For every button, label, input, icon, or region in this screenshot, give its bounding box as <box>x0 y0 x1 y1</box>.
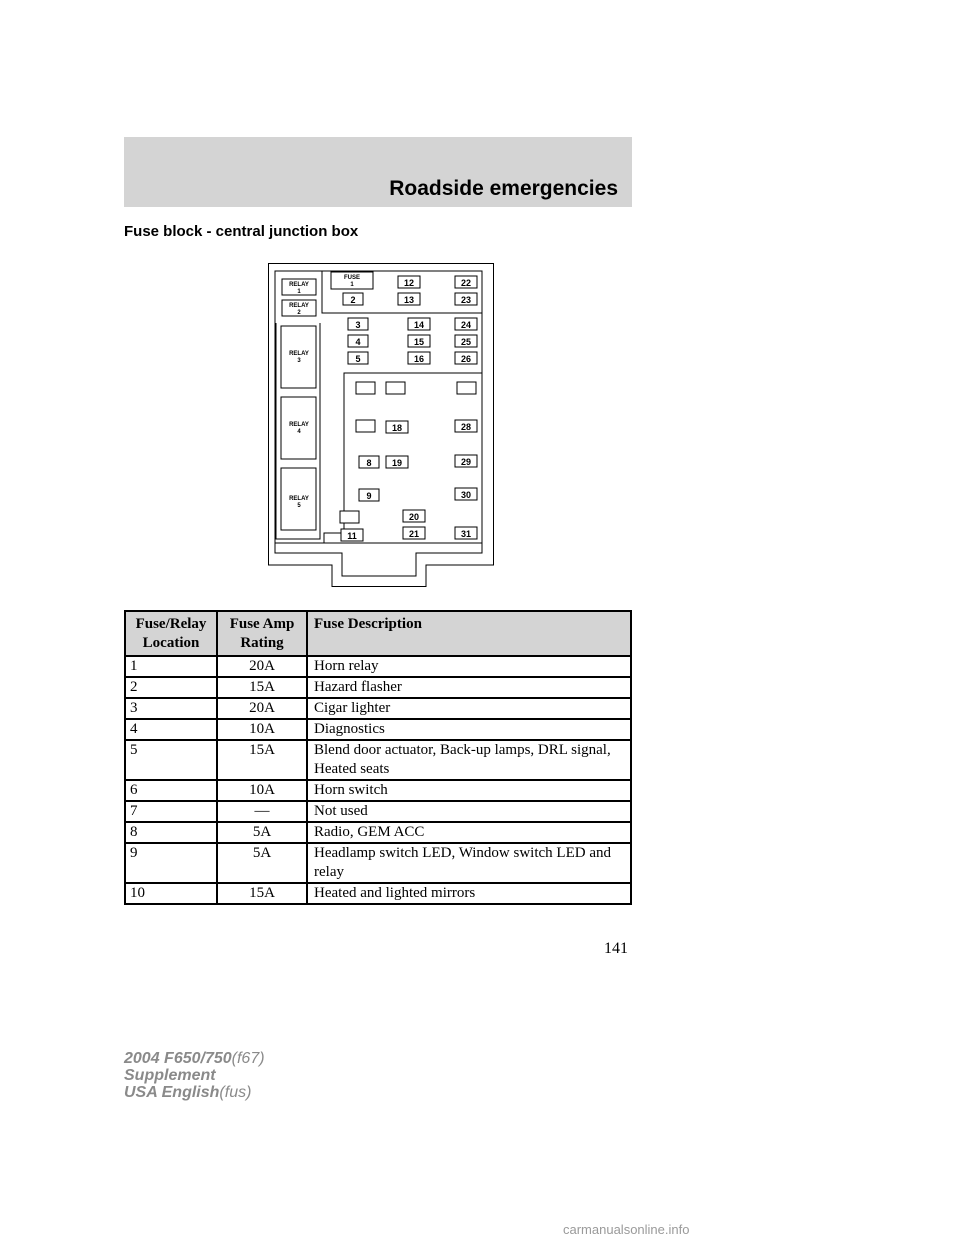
fuse-19 <box>386 456 408 468</box>
svg-text:30: 30 <box>460 490 472 500</box>
svg-text:31: 31 <box>460 529 472 539</box>
svg-text:20: 20 <box>408 512 420 522</box>
svg-text:3: 3 <box>355 320 361 330</box>
fuse-31 <box>455 527 477 539</box>
empty-socket <box>356 382 375 394</box>
header-description: Fuse Description <box>307 611 631 656</box>
footer-language: USA English <box>124 1084 220 1101</box>
svg-text:19: 19 <box>391 458 403 468</box>
table-row: 10 15A Heated and lighted mirrors <box>125 883 631 904</box>
footer-model-code: (f67) <box>231 1050 265 1067</box>
relay-4-label: RELAY <box>289 422 309 428</box>
fuse-4 <box>348 335 368 347</box>
svg-text:2: 2 <box>350 295 356 305</box>
svg-text:11: 11 <box>347 531 357 541</box>
svg-text:29: 29 <box>460 457 472 467</box>
svg-text:28: 28 <box>460 422 472 432</box>
fuse-5 <box>348 352 368 364</box>
table-row: 4 10A Diagnostics <box>125 719 631 740</box>
footer-block <box>124 1050 265 1101</box>
table-header-row <box>125 611 631 656</box>
empty-socket <box>457 382 476 394</box>
relay-3-label: RELAY <box>289 351 309 357</box>
relay-4 <box>281 397 316 459</box>
svg-text:16: 16 <box>413 354 425 364</box>
table-row: 5 15A Blend door actuator, Back-up lamps, DRL signal, Heated seats <box>125 740 631 780</box>
empty-socket <box>340 511 359 523</box>
svg-text:5: 5 <box>297 503 301 509</box>
relay-2-label: RELAY <box>289 303 309 309</box>
fuse-14 <box>408 318 430 330</box>
watermark: carmanualsonline.info <box>563 1222 690 1237</box>
svg-text:26: 26 <box>460 354 472 364</box>
fuse-table <box>124 610 632 905</box>
svg-text:15: 15 <box>413 337 425 347</box>
svg-text:12: 12 <box>403 278 415 288</box>
fuse-30 <box>455 488 477 500</box>
relay-2 <box>282 300 316 316</box>
svg-text:4: 4 <box>297 429 301 435</box>
fuse-15 <box>408 335 430 347</box>
svg-text:13: 13 <box>403 295 415 305</box>
svg-text:8: 8 <box>366 458 372 468</box>
fuse-9 <box>359 489 379 501</box>
relay-3 <box>281 326 316 388</box>
table-row: 2 15A Hazard flasher <box>125 677 631 698</box>
fuse-12 <box>398 276 420 288</box>
svg-text:9: 9 <box>366 491 372 501</box>
table-row: 1 20A Horn relay <box>125 656 631 677</box>
fuse-26 <box>455 352 477 364</box>
svg-text:5: 5 <box>355 354 361 364</box>
table-row: 3 20A Cigar lighter <box>125 698 631 719</box>
page-number: 141 <box>604 940 628 957</box>
fuse-3 <box>348 318 368 330</box>
header-location: Fuse/Relay Location <box>125 611 217 656</box>
fuse-1-label: FUSE <box>343 275 361 281</box>
page-header-title: Roadside emergencies <box>389 177 618 200</box>
empty-socket <box>356 420 375 432</box>
svg-text:22: 22 <box>460 278 472 288</box>
fuse-20 <box>403 510 425 522</box>
fuse-2 <box>343 293 363 305</box>
header-band <box>124 137 632 207</box>
fuse-21 <box>403 527 425 539</box>
relay-1-label: RELAY <box>289 282 309 288</box>
footer-model: 2004 F650/750 <box>124 1050 232 1067</box>
svg-text:3: 3 <box>297 358 301 364</box>
empty-socket <box>386 382 405 394</box>
fuse-1 <box>331 272 373 289</box>
fuse-8 <box>359 456 379 468</box>
svg-text:1: 1 <box>297 289 301 295</box>
svg-text:21: 21 <box>408 529 420 539</box>
fuse-25 <box>455 335 477 347</box>
svg-text:14: 14 <box>413 320 425 330</box>
fuse-22 <box>455 276 477 288</box>
relay-1 <box>282 279 316 295</box>
table-row: 9 5A Headlamp switch LED, Window switch LED and relay <box>125 843 631 883</box>
svg-text:25: 25 <box>460 337 472 347</box>
fuse-16 <box>408 352 430 364</box>
header-rating: Fuse Amp Rating <box>217 611 307 656</box>
table-row: 7 — Not used <box>125 801 631 822</box>
footer-language-code: (fus) <box>219 1084 252 1101</box>
svg-text:1: 1 <box>350 282 354 288</box>
footer-supplement: Supplement <box>124 1067 216 1084</box>
relay-5 <box>281 468 316 530</box>
fuse-block-diagram <box>268 263 494 587</box>
svg-text:24: 24 <box>460 320 472 330</box>
relay-5-label: RELAY <box>289 496 309 502</box>
table-row: 6 10A Horn switch <box>125 780 631 801</box>
section-title: Fuse block - central junction box <box>124 223 359 240</box>
table-row: 8 5A Radio, GEM ACC <box>125 822 631 843</box>
fuse-23 <box>455 293 477 305</box>
fuse-24 <box>455 318 477 330</box>
svg-text:18: 18 <box>391 423 403 433</box>
fuse-18 <box>386 421 408 433</box>
fuse-29 <box>455 455 477 467</box>
fuse-13 <box>398 293 420 305</box>
svg-text:2: 2 <box>297 310 301 316</box>
svg-text:4: 4 <box>355 337 361 347</box>
svg-text:23: 23 <box>460 295 472 305</box>
fuse-28 <box>455 420 477 432</box>
fuse-11 <box>341 529 363 541</box>
